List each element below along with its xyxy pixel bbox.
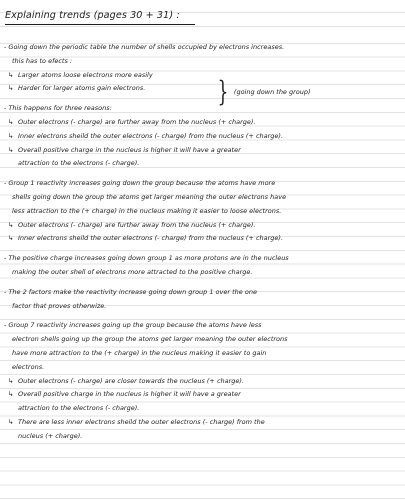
line-text: attraction to the electrons (- charge). — [18, 404, 140, 413]
line-text: - Going down the periodic table the number of shells occupied by electrons increases. — [4, 43, 285, 51]
curved-arrow-icon: ↳ — [8, 376, 14, 385]
line-text: less attraction to the (+ charge) in the nucleus making it easier to loose electrons. — [12, 206, 282, 215]
line-text: attraction to the electrons (- charge). — [18, 159, 140, 168]
note-line — [4, 347, 401, 361]
note-line — [4, 361, 401, 375]
line-text: Overall positive charge in the nucleus is higher it will have a greater — [18, 390, 241, 399]
line-text: Larger atoms loose electrons more easily — [18, 70, 153, 79]
line-text: - Group 1 reactivity increases going down the group because the atoms have more — [4, 179, 276, 188]
line-text: - The 2 factors make the reactivity increase going down group 1 over the one — [4, 287, 257, 296]
note-line — [4, 300, 401, 314]
notes-body — [4, 41, 401, 444]
line-text: electron shells going up the group the atoms get larger meaning the outer electrons — [12, 335, 288, 344]
line-text: shells going down the group the atoms get larger meaning the outer electrons have — [12, 192, 287, 201]
bullet-point-line — [4, 69, 401, 83]
note-line — [4, 41, 401, 55]
line-text: There are less inner electrons sheild the outer electrons (- charge) from the — [18, 417, 265, 426]
note-line — [4, 177, 401, 191]
note-line — [4, 333, 401, 347]
bullet-point-line — [4, 144, 401, 158]
line-text: - The positive charge increases going down group 1 as more protons are in the nucleus — [4, 254, 289, 263]
page-title: Explaining trends (pages 30 + 31) : — [5, 10, 180, 21]
line-text: nucleus (+ charge). — [18, 431, 83, 440]
curved-arrow-icon: ↳ — [8, 220, 14, 229]
curved-arrow-icon: ↳ — [8, 145, 14, 154]
line-text: Harder for larger atoms gain electrons. — [18, 84, 146, 93]
line-text: this has to efects : — [12, 56, 73, 65]
bullet-point-line — [4, 82, 401, 96]
bullet-point-line — [4, 416, 401, 430]
line-text: Outer electrons (- charge) are further away from the nucleus (+ charge). — [18, 117, 256, 126]
line-text: factor that proves otherwize. — [12, 301, 107, 310]
line-text: Outer electrons (- charge) are further away from the nucleus (+ charge). — [18, 220, 256, 229]
bullet-point-line — [4, 116, 401, 130]
bullet-point-line — [4, 130, 401, 144]
note-line — [4, 252, 401, 266]
note-line — [4, 191, 401, 205]
line-text: - Group 7 reactivity increases going up the group because the atoms have less — [4, 321, 262, 330]
curved-arrow-icon: ↳ — [8, 70, 14, 79]
note-line — [4, 102, 401, 116]
line-text: Overall positive charge in the nucleus is higher it will have a greater — [18, 145, 241, 154]
curved-arrow-icon: ↳ — [8, 234, 14, 243]
line-text: Outer electrons (- charge) are closer towards the nucleus (+ charge). — [18, 376, 245, 385]
curved-arrow-icon: ↳ — [8, 131, 14, 140]
line-text: have more attraction to the (+ charge) in the nucleus making it easier to gain — [12, 348, 267, 357]
curved-arrow-icon: ↳ — [8, 117, 14, 126]
note-line — [4, 402, 401, 416]
curly-brace-icon: } — [217, 75, 229, 108]
line-text: electrons. — [12, 362, 45, 371]
bullet-point-line — [4, 232, 401, 246]
line-text: Inner electrons sheild the outer electrons (- charge) from the nucleus (+ charge). — [18, 234, 284, 243]
note-line — [4, 157, 401, 171]
brace-note: (going down the group) — [233, 88, 311, 96]
bullet-point-line — [4, 375, 401, 389]
line-text: Inner electrons sheild the outer electrons (- charge) from the nucleus (+ charge). — [18, 131, 284, 140]
note-line — [4, 286, 401, 300]
note-line — [4, 430, 401, 444]
note-line — [4, 55, 401, 69]
title-underline — [5, 24, 195, 25]
curved-arrow-icon: ↳ — [8, 84, 14, 93]
curved-arrow-icon: ↳ — [8, 390, 14, 399]
note-line — [4, 205, 401, 219]
note-line — [4, 266, 401, 280]
curved-arrow-icon: ↳ — [8, 417, 14, 426]
bullet-point-line — [4, 388, 401, 402]
line-text: - This happens for three reasons: — [4, 104, 112, 113]
line-text: making the outer shell of electrons more attracted to the positive charge. — [12, 267, 253, 276]
bullet-point-line — [4, 219, 401, 233]
note-line — [4, 319, 401, 333]
